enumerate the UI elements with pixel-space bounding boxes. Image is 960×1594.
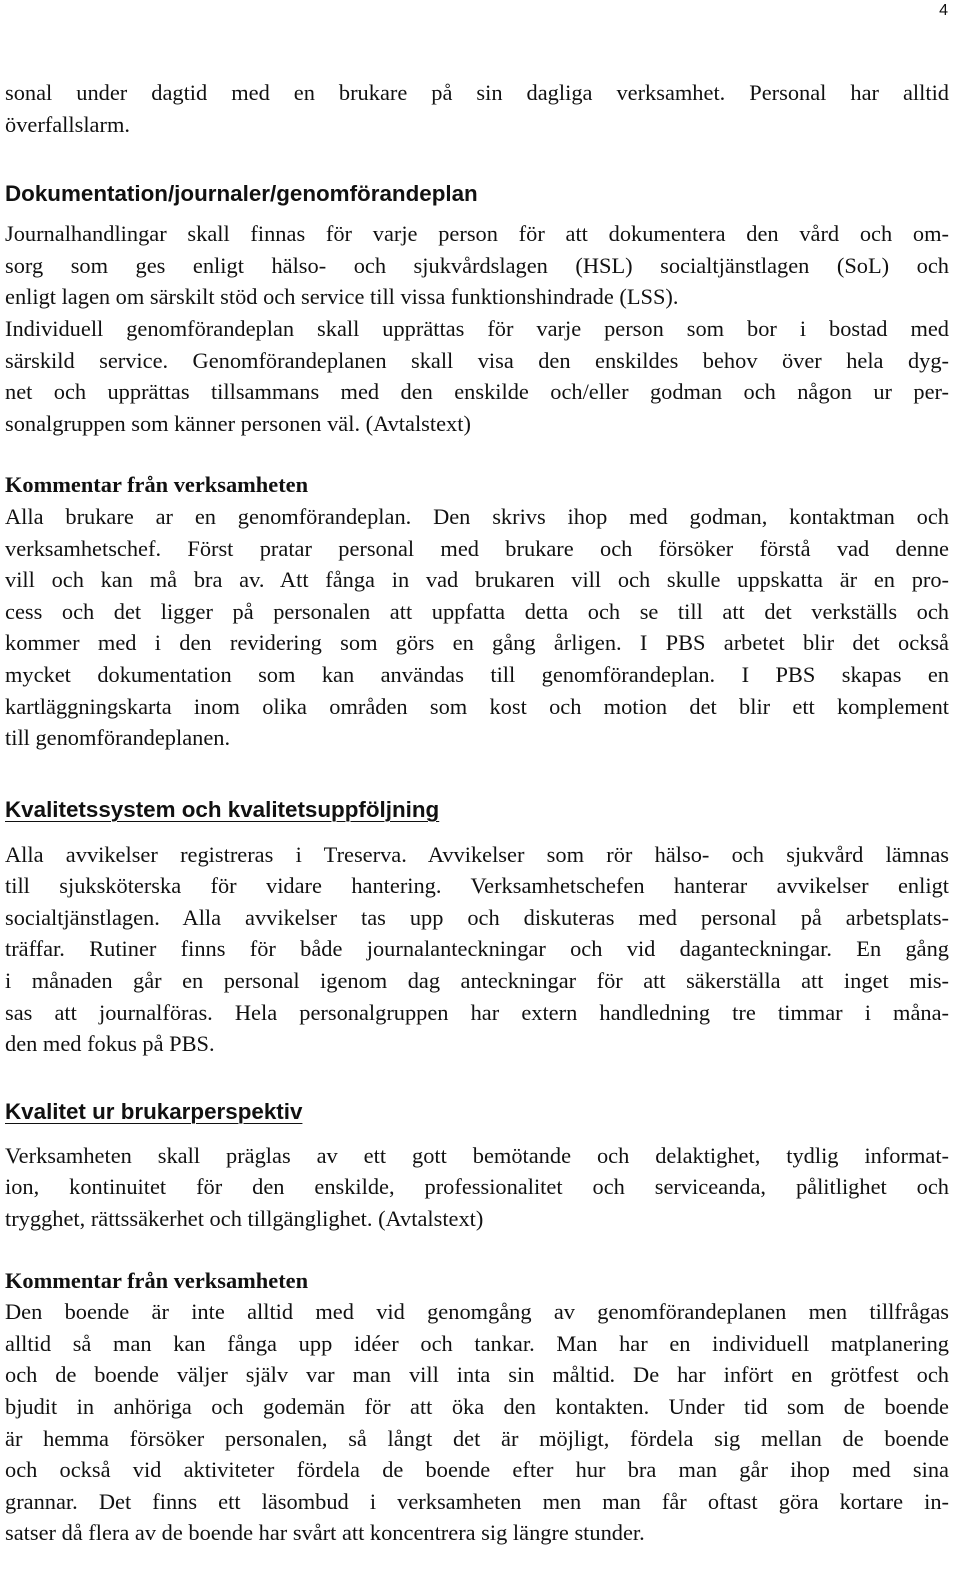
text-line: bjudit in anhöriga och godemän för att öka den kontakten. Under tid som de boende (5, 1394, 949, 1419)
text-line: Alla brukare ar en genomförandeplan. Den skrivs ihop med godman, kontaktman och (5, 503, 949, 529)
comment-heading: Kommentar från verksamheten (5, 472, 309, 498)
documentation-comment-paragraph (5, 501, 949, 754)
text-line: trygghet, rättssäkerhet och tillgänglighet. (Avtalstext) (5, 1206, 484, 1232)
quality-system-paragraph (5, 839, 949, 1060)
intro-paragraph (5, 77, 949, 140)
text-line: socialtjänstlagen. Alla avvikelser tas upp och diskuteras med personal på arbetsplats- (5, 904, 949, 930)
text-line: och också vid aktiviteter fördela de boende efter hur bra man går ihop med sina (5, 1457, 949, 1483)
text-line: kommer med i den revidering som görs en gång årligen. I PBS arbetet blir det också (5, 630, 949, 656)
section-heading-quality-system: Kvalitetssystem och kvalitetsuppföljning (5, 796, 440, 822)
text-line: Verksamheten skall präglas av ett gott bemötande och delaktighet, tydlig informat- (5, 1142, 949, 1168)
page-number: 4 (939, 2, 948, 19)
text-line: net och upprättas tillsammans med den enskilde och/eller godman och någon ur per- (5, 379, 949, 405)
text-line: Individuell genomförandeplan skall upprättas för varje person som bor i bostad med (5, 315, 949, 341)
text-line: träffar. Rutiner finns för både journalanteckningar och vid daganteckningar. En gång (5, 936, 949, 962)
text-line: Den boende är inte alltid med vid genomgång av genomförandeplanen men tillfrågas (5, 1299, 949, 1325)
text-line: enligt lagen om särskilt stöd och service till vissa funktionshindrade (LSS). (5, 284, 679, 310)
text-line: och de boende väljer själv var man vill inta sin måltid. De har infört en grötfest och (5, 1362, 949, 1388)
text-line: cess och det ligger på personalen att uppfatta detta och se till att det verkställs och (5, 598, 949, 624)
text-line: Journalhandlingar skall finnas för varje person för att dokumentera den vård och om- (5, 221, 949, 247)
text-line: till genomförandeplanen. (5, 725, 231, 751)
text-line: särskild service. Genomförandeplanen skall visa den enskildes behov över hela dyg- (5, 347, 949, 373)
text-line: ion, kontinuitet för den enskilde, professionalitet och serviceanda, pålitlighet och (5, 1174, 949, 1200)
text-line: till sjuksköterska för vidare hantering. Verksamhetschefen hanterar avvikelser enligt (5, 873, 949, 899)
text-line: vill och kan må bra av. Att fånga in vad brukaren vill och skulle uppskatta är en pro- (5, 567, 949, 593)
text-line: verksamhetschef. Först pratar personal med brukare och försöker förstå vad denne (5, 535, 949, 561)
section-heading-user-perspective: Kvalitet ur brukarperspektiv (5, 1098, 303, 1124)
comment-heading: Kommentar från verksamheten (5, 1267, 309, 1293)
text-line: sonal under dagtid med en brukare på sin dagliga verksamhet. Personal har alltid (5, 80, 949, 105)
document-body (5, 77, 949, 1549)
text-line: kartläggningskarta inom olika områden som kost och motion det blir ett komplement (5, 693, 949, 719)
text-line: överfallslarm. (5, 111, 130, 137)
documentation-paragraph (5, 218, 949, 439)
text-line: sorg som ges enligt hälso- och sjukvårdslagen (HSL) socialtjänstlagen (SoL) och (5, 252, 949, 278)
text-line: grannar. Det finns ett läsombud i verksamheten men man får oftast göra kortare in- (5, 1488, 949, 1514)
user-perspective-paragraph (5, 1140, 949, 1235)
text-line: sas att journalföras. Hela personalgruppen har extern handledning tre timmar i måna- (5, 999, 949, 1025)
text-line: satser då flera av de boende har svårt att koncentrera sig längre stunder. (5, 1520, 645, 1546)
text-line: alltid så man kan fånga upp idéer och tankar. Man har en individuell matplanering (5, 1330, 949, 1356)
text-line: i månaden går en personal igenom dag anteckningar för att säkerställa att inget mis- (5, 968, 949, 994)
user-perspective-comment-paragraph (5, 1296, 949, 1549)
text-line: mycket dokumentation som kan användas till genomförandeplan. I PBS skapas en (5, 661, 949, 687)
text-line: sonalgruppen som känner personen väl. (Avtalstext) (5, 410, 471, 436)
text-line: Alla avvikelser registreras i Treserva. Avvikelser som rör hälso- och sjukvård lämnas (5, 841, 949, 867)
text-line: är hemma försöker personalen, så långt det är möjligt, fördela sig mellan de boende (5, 1425, 949, 1451)
section-heading-documentation: Dokumentation/journaler/genomförandeplan (5, 181, 478, 207)
text-line: den med fokus på PBS. (5, 1031, 215, 1057)
